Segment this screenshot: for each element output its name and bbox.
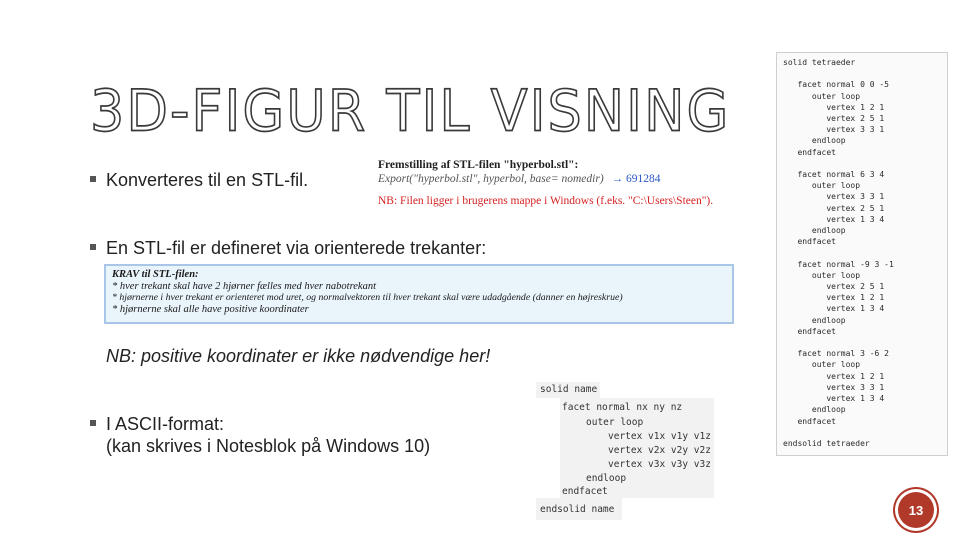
bullet-square-icon bbox=[90, 176, 96, 182]
code-line: endfacet bbox=[783, 237, 836, 247]
requirement-line: * hjørnerne skal alle have positive koordinater bbox=[112, 303, 309, 315]
bullet-stl-conversion bbox=[90, 170, 308, 191]
code-line: outer loop bbox=[783, 91, 861, 101]
requirements-heading: KRAV til STL-filen: bbox=[112, 269, 199, 280]
code-line: endfacet bbox=[783, 147, 836, 157]
code-line bbox=[783, 68, 941, 79]
bullet-text: I ASCII-format: bbox=[106, 414, 225, 434]
bullet-text: Konverteres til en STL-fil. bbox=[106, 170, 309, 190]
code-line: vertex 1 2 1 bbox=[783, 102, 885, 112]
code-line: endloop bbox=[783, 405, 846, 415]
stl-line-outer-loop: outer loop bbox=[586, 417, 644, 428]
code-line: vertex 2 5 1 bbox=[783, 203, 885, 213]
stl-line-endsolid: endsolid name bbox=[540, 504, 615, 515]
page-number-badge: 13 bbox=[898, 492, 934, 528]
code-line: facet normal 0 0 -5 bbox=[783, 80, 889, 90]
stl-line-vertex-2: vertex v2x v2y v2z bbox=[608, 445, 711, 456]
export-note: NB: Filen ligger i brugerens mappe i Windows (f.eks. "C:\Users\Steen"). bbox=[378, 195, 714, 207]
code-line: endfacet bbox=[783, 416, 836, 426]
bullet-ascii-format bbox=[90, 414, 224, 435]
bullet-square-icon bbox=[90, 244, 96, 250]
code-line: vertex 3 3 1 bbox=[783, 192, 885, 202]
code-line: vertex 2 5 1 bbox=[783, 282, 885, 292]
stl-line-endloop: endloop bbox=[586, 473, 627, 484]
export-heading: Fremstilling af STL-filen "hyperbol.stl": bbox=[378, 159, 579, 171]
export-command: Export("hyperbol.stl", hyperbol, base= nomedir) bbox=[378, 173, 604, 185]
code-line: vertex 2 5 1 bbox=[783, 114, 885, 124]
bullet-text: En STL-fil er defineret via orienterede trekanter: bbox=[106, 238, 487, 258]
code-line: solid tetraeder bbox=[783, 58, 856, 67]
code-line: outer loop bbox=[783, 360, 861, 370]
code-line bbox=[783, 427, 941, 438]
code-line: endloop bbox=[783, 136, 846, 146]
code-line: vertex 3 3 1 bbox=[783, 125, 885, 135]
stl-export-box bbox=[378, 158, 738, 208]
requirement-line: * hver trekant skal have 2 hjørner fælles med hver nabotrekant bbox=[112, 280, 376, 292]
code-line: vertex 1 3 4 bbox=[783, 394, 885, 404]
code-line: outer loop bbox=[783, 270, 861, 280]
code-line: endsolid tetraeder bbox=[783, 438, 870, 448]
code-line bbox=[783, 247, 941, 258]
code-line: vertex 1 2 1 bbox=[783, 293, 885, 303]
stl-line-solid: solid name bbox=[540, 384, 598, 395]
bullet-ascii-sub: (kan skrives i Notesblok på Windows 10) bbox=[106, 436, 431, 456]
bullet-stl-definition bbox=[90, 238, 486, 259]
code-line: vertex 1 2 1 bbox=[783, 371, 885, 381]
slide-title: 3D-FIGUR TIL VISNING bbox=[90, 78, 731, 145]
code-line: vertex 1 3 4 bbox=[783, 304, 885, 314]
code-line: facet normal 6 3 4 bbox=[783, 170, 885, 180]
stl-requirements-box bbox=[104, 264, 734, 324]
code-line: endloop bbox=[783, 315, 846, 325]
stl-line-vertex-3: vertex v3x v3y v3z bbox=[608, 459, 711, 470]
export-result: → 691284 bbox=[611, 173, 661, 185]
code-line: outer loop bbox=[783, 181, 861, 191]
requirement-line: * hjørnerne i hver trekant er orienteret mod uret, og normalvektoren til hver trekant skal være udadgående (danner en højreskrue) bbox=[112, 292, 623, 303]
tetraeder-stl-code bbox=[776, 52, 948, 456]
code-line: vertex 3 3 1 bbox=[783, 382, 885, 392]
code-line: facet normal 3 -6 2 bbox=[783, 349, 889, 359]
stl-template-code bbox=[536, 382, 716, 522]
code-line: endfacet bbox=[783, 326, 836, 336]
code-line: vertex 1 3 4 bbox=[783, 214, 885, 224]
code-line bbox=[783, 337, 941, 348]
stl-line-vertex-1: vertex v1x v1y v1z bbox=[608, 431, 711, 442]
stl-line-endfacet: endfacet bbox=[562, 486, 608, 497]
nb-positive-coords: NB: positive koordinater er ikke nødvendige her! bbox=[106, 346, 491, 366]
code-line: facet normal -9 3 -1 bbox=[783, 259, 894, 269]
code-line bbox=[783, 158, 941, 169]
code-line: endloop bbox=[783, 226, 846, 236]
bullet-square-icon bbox=[90, 420, 96, 426]
stl-line-facet: facet normal nx ny nz bbox=[562, 402, 683, 413]
